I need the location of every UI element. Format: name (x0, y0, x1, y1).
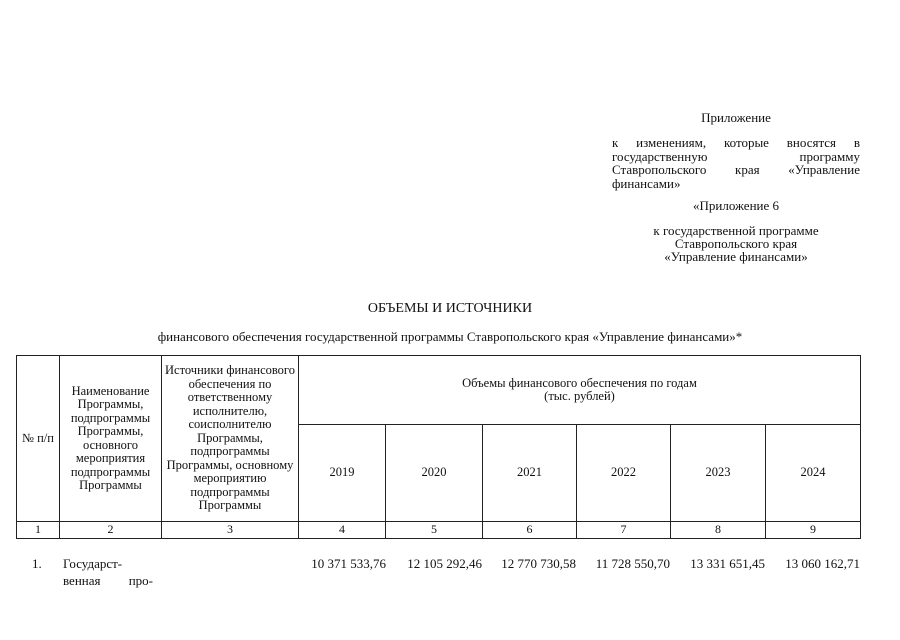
column-index: 3 (162, 522, 299, 539)
row-name-line1: Государст- (63, 556, 123, 571)
header-volumes-line1: Объемы финансового обеспечения по годам (462, 375, 697, 390)
column-index: 2 (60, 522, 162, 539)
appendix6-line1: к государственной программе (653, 223, 819, 238)
document-subtitle: финансового обеспечения государственной программы Ставропольского края «Управление финансами»* (157, 329, 743, 344)
header-year: 2019 (299, 425, 386, 522)
financing-table (16, 355, 861, 539)
column-index: 8 (671, 522, 766, 539)
appendix-heading: Приложение (701, 110, 771, 125)
appendix6-heading: «Приложение 6 (692, 198, 780, 213)
column-index: 6 (483, 522, 577, 539)
column-index: 1 (17, 522, 60, 539)
row-number: 1. (32, 556, 42, 571)
header-num: № п/п (17, 356, 60, 522)
column-index: 4 (299, 522, 386, 539)
header-year: 2021 (483, 425, 577, 522)
header-volumes (299, 356, 861, 425)
appendix-body: к изменениям, которые вносятся в государственную программу Ставропольского края «Управление финансами» (612, 135, 860, 191)
column-index: 7 (577, 522, 671, 539)
document-title: ОБЪЕМЫ И ИСТОЧНИКИ (367, 301, 533, 316)
header-year: 2024 (766, 425, 861, 522)
row-value: 12 105 292,46 (407, 556, 482, 571)
column-index: 9 (766, 522, 861, 539)
header-name: Наименование Программы, подпрограммы Программы, основного мероприятия подпрограммы Программы (60, 356, 162, 522)
appendix6-line2: Ставропольского края (674, 236, 798, 251)
row-value: 12 770 730,58 (501, 556, 576, 571)
row-value: 13 060 162,71 (785, 556, 860, 571)
row-value: 13 331 651,45 (690, 556, 765, 571)
column-index: 5 (386, 522, 483, 539)
row-value: 10 371 533,76 (311, 556, 386, 571)
header-source: Источники финансового обеспечения по ответственному исполнителю, соисполнителю Программы, подпрограммы Программы, основному мероприятию подпрограммы Программы (162, 356, 299, 522)
header-year: 2020 (386, 425, 483, 522)
appendix6-line3: «Управление финансами» (664, 249, 808, 264)
row-name-line2: венная про- (63, 573, 153, 588)
header-volumes-line2: (тыс. рублей) (544, 389, 615, 403)
header-year: 2023 (671, 425, 766, 522)
row-value: 11 728 550,70 (595, 556, 670, 571)
header-year: 2022 (577, 425, 671, 522)
